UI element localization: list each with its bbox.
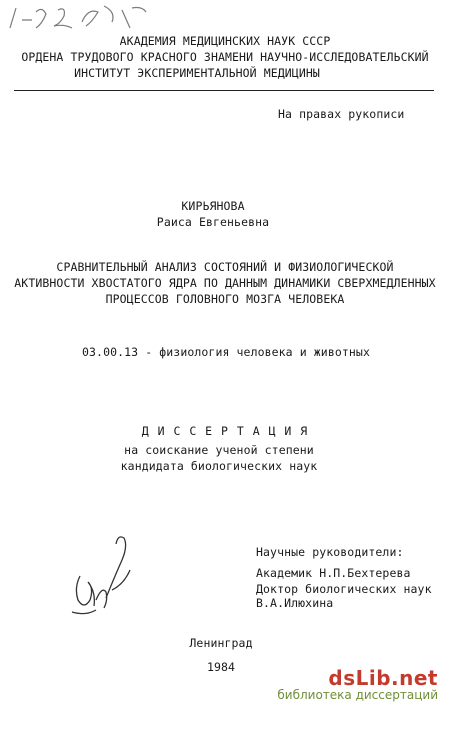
header-line-3: ИНСТИТУТ ЭКСПЕРИМЕНТАЛЬНОЙ МЕДИЦИНЫ: [74, 66, 320, 80]
author-name: Раиса Евгеньевна: [156, 215, 270, 229]
title-line-2: АКТИВНОСТИ ХВОСТАТОГО ЯДРА ПО ДАННЫМ ДИНАМИКИ СВЕРХМЕДЛЕННЫХ: [14, 276, 436, 290]
degree-line-1: на соискание ученой степени: [124, 443, 314, 457]
supervisor-line-2: Доктор биологических наук: [256, 582, 432, 596]
title-line-3: ПРОЦЕССОВ ГОЛОВНОГО МОЗГА ЧЕЛОВЕКА: [105, 292, 345, 306]
degree-line-2: кандидата биологических наук: [120, 459, 318, 473]
signature: [66, 530, 142, 620]
year: 1984: [206, 660, 236, 674]
title-line-1: СРАВНИТЕЛЬНЫЙ АНАЛИЗ СОСТОЯНИЙ И ФИЗИОЛОГИЧЕСКОЙ: [56, 260, 394, 274]
watermark-subtitle: библиотека диссертаций: [277, 688, 438, 702]
rights-note: На правах рукописи: [278, 107, 405, 121]
header-line-2: ОРДЕНА ТРУДОВОГО КРАСНОГО ЗНАМЕНИ НАУЧНО-ИССЛЕДОВАТЕЛЬСКИЙ: [21, 50, 429, 64]
handwritten-note: [6, 2, 156, 34]
watermark-brand: dsLib.net: [328, 666, 438, 690]
author-surname: КИРЬЯНОВА: [181, 199, 245, 213]
watermark-logo: [277, 666, 438, 702]
dissertation-heading: Д И С С Е Р Т А Ц И Я: [141, 424, 309, 438]
supervisors-heading: Научные руководители:: [256, 545, 404, 559]
specialty-code: 03.00.13 - физиология человека и животных: [82, 345, 370, 359]
supervisor-line-1: Академик Н.П.Бехтерева: [256, 566, 411, 580]
supervisor-line-3: В.А.Илюхина: [256, 596, 334, 610]
city: Ленинград: [189, 636, 253, 650]
header-line-1: АКАДЕМИЯ МЕДИЦИНСКИХ НАУК СССР: [119, 34, 331, 48]
header-divider: [14, 90, 434, 91]
